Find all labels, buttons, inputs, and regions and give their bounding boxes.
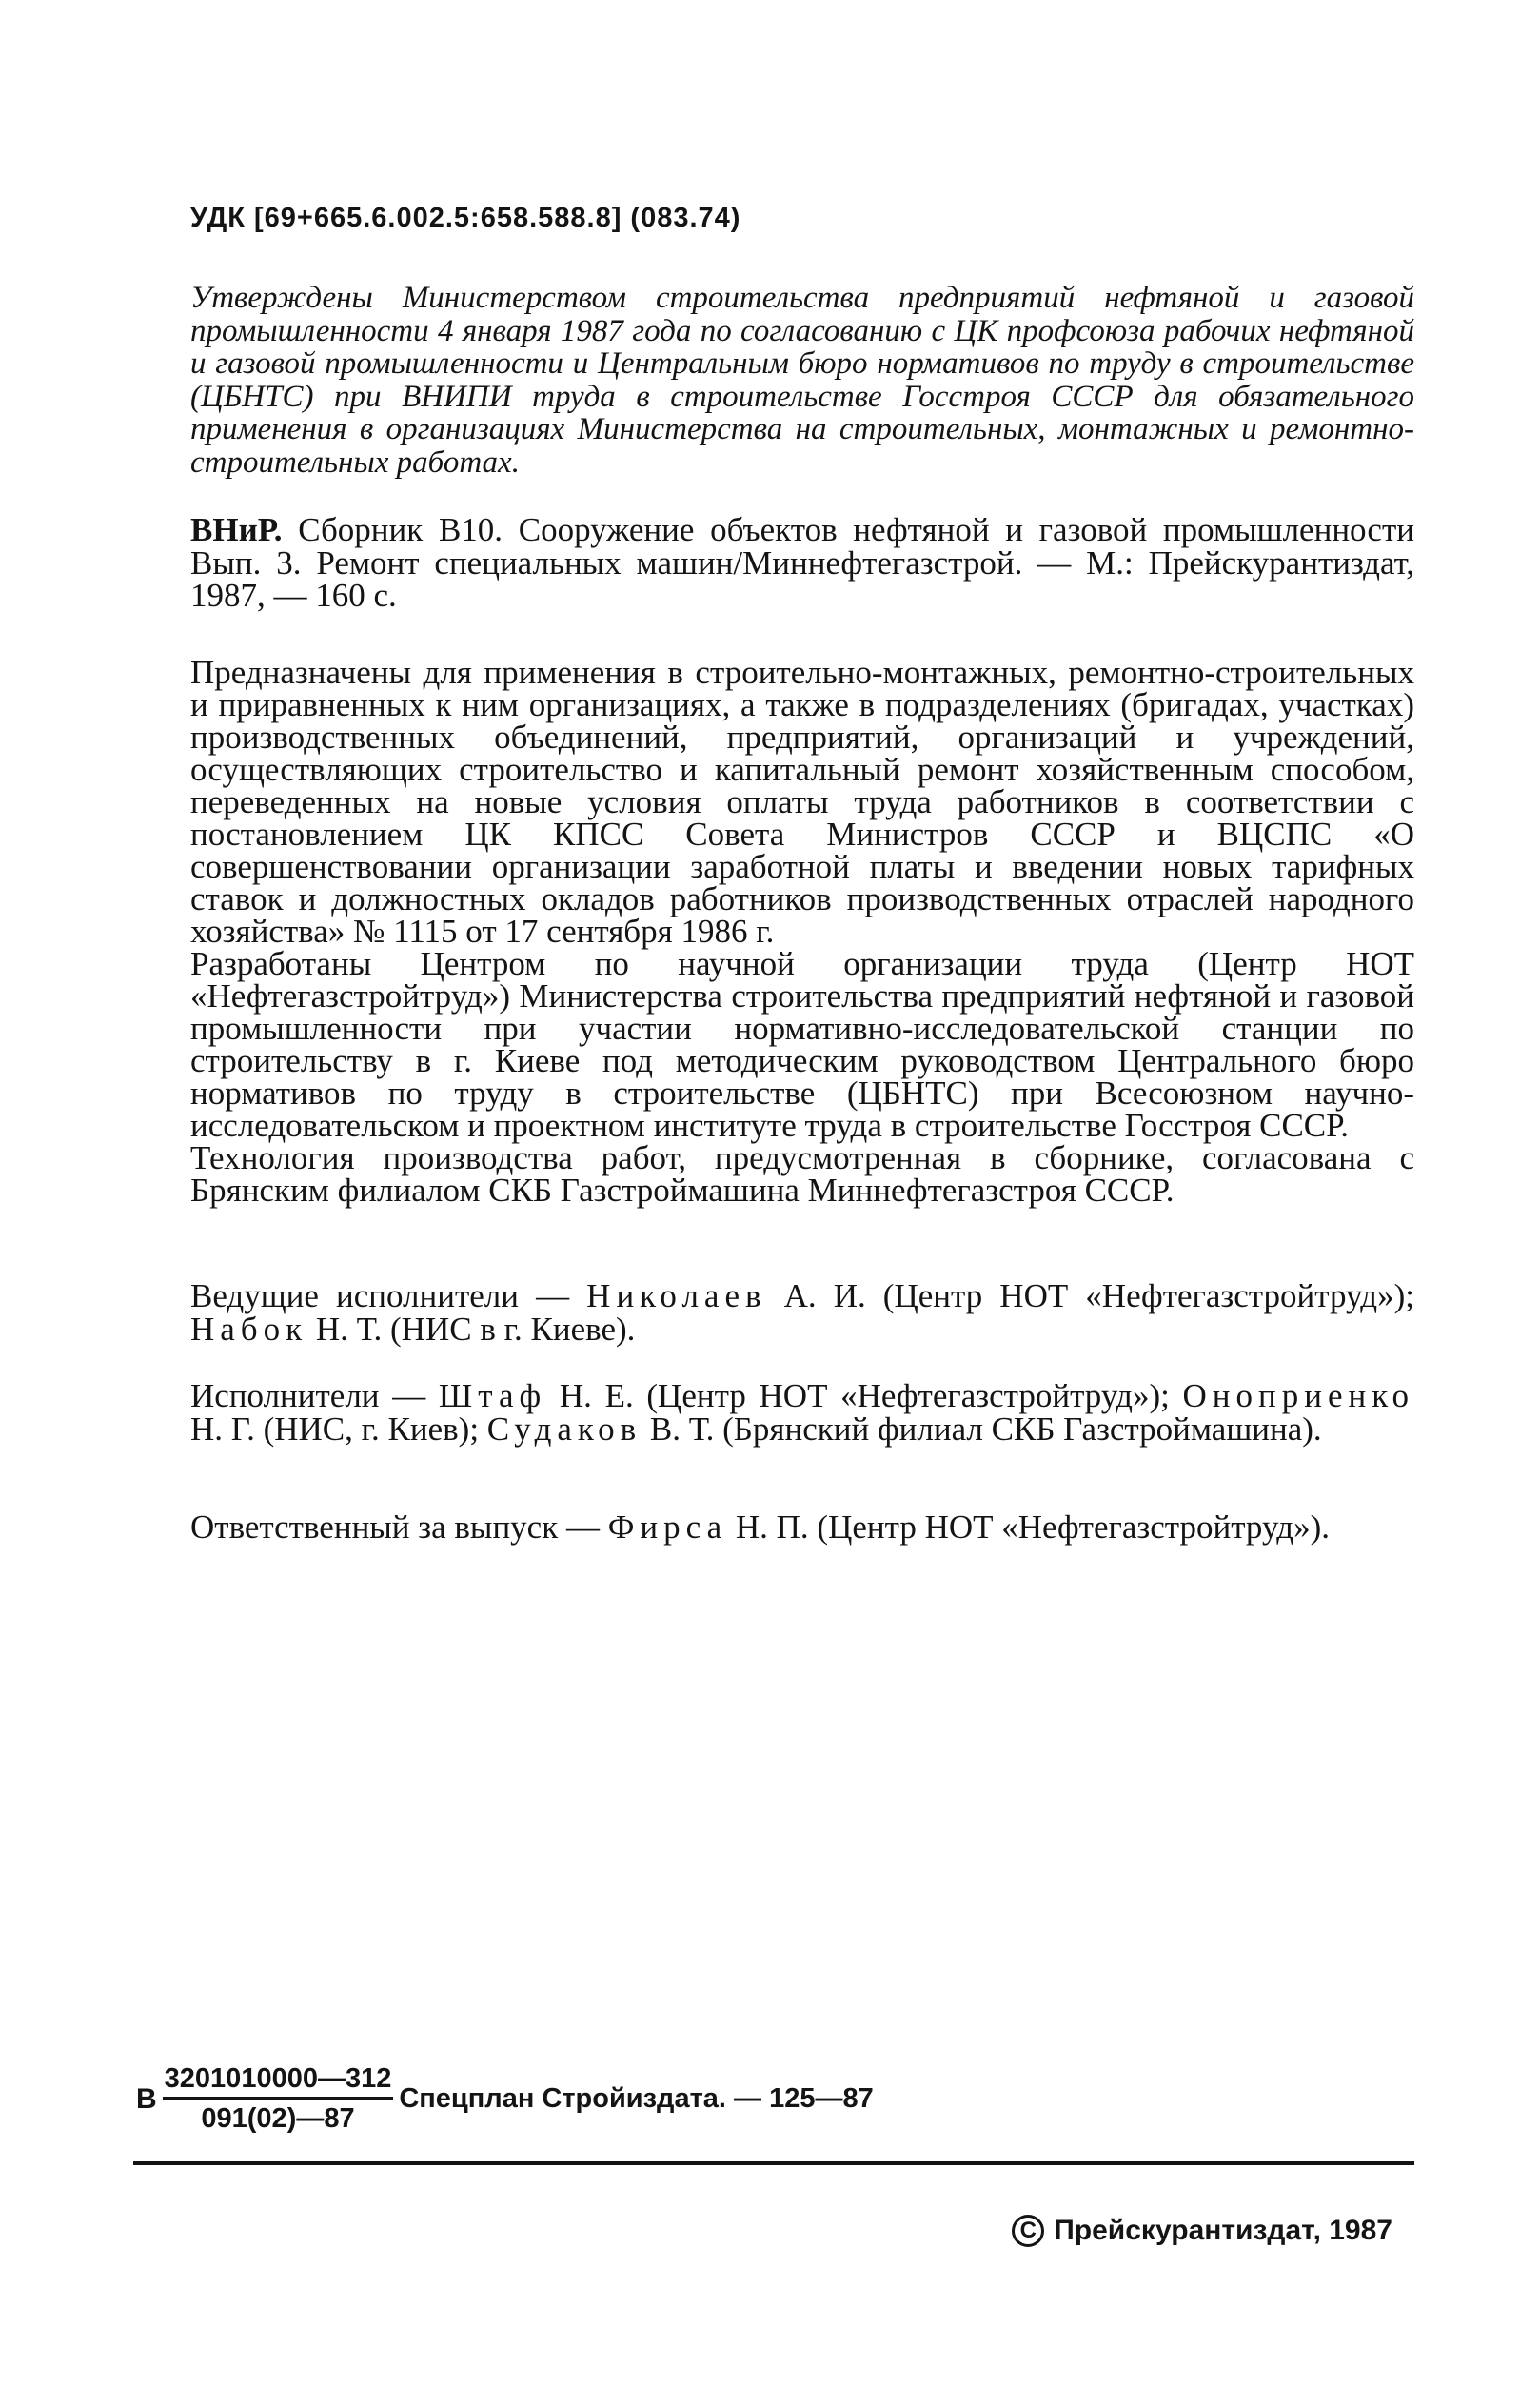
- reference-abbreviation: ВНиР.: [190, 511, 283, 548]
- copyright-icon: C: [1012, 2215, 1044, 2247]
- responsible-editor: [190, 1511, 1414, 1545]
- paragraph-technology: Технология производства работ, предусмотренная в сборнике, согласована с Брянским филиалом СКБ Газстроймашина Миннефтегазстроя СССР.: [190, 1139, 1414, 1209]
- lead-detail-2: Н. Т. (НИС в г. Киеве).: [307, 1310, 636, 1348]
- publication-imprint: [136, 2063, 874, 2135]
- imprint-denominator: 091(02)—87: [201, 2103, 355, 2134]
- imprint-prefix: В: [136, 2082, 157, 2115]
- udk-code: УДК [69+665.6.002.5:658.588.8] (083.74): [190, 203, 741, 233]
- copyright-notice: [1012, 2215, 1392, 2247]
- description-block: [190, 654, 1414, 1209]
- paragraph-developers: Разработаны Центром по научной организации труда (Центр НОТ «Нефтегазстройтруд») Министерства строительства предприятий нефтяной и газовой промышленности при участии нормативно-исследовательской станции по строительству в г. Киеве под методическим руководством Центрального бюро нормативов по труду в строительстве (ЦБНТС) при Всесоюзном научно-исследовательском и проектном институте труда в строительстве Госстроя СССР.: [190, 945, 1414, 1144]
- paragraph-purpose: Предназначены для применения в строительно-монтажных, ремонтно-строительных и приравненных к ним организациях, а также в подразделениях (бригадах, участках) производственных объединений, предприятий, организаций и учреждений, осуществляющих строительство и капитальный ремонт хозяйственным способом, переведенных на новые условия оплаты труда работников в соответствии с постановлением ЦК КПСС Совета Министров СССР и ВЦСПС «О совершенствовании организации заработной платы и введении новых тарифных ставок и должностных окладов работников производственных отраслей народного хозяйства» № 1115 от 17 сентября 1986 г.: [190, 654, 1414, 950]
- reference-text: Сборник В10. Сооружение объектов нефтяной и газовой промышленности Вып. 3. Ремонт специальных машин/Миннефтегазстрой. — М.: Прейскурантиздат, 1987, — 160 с.: [190, 511, 1414, 614]
- imprint-fraction: [163, 2063, 394, 2135]
- performers: [190, 1377, 1414, 1448]
- lead-name-1: Николаев: [586, 1277, 767, 1314]
- lead-detail-1: А. И. (Центр НОТ «Нефтегазстройтруд»);: [766, 1277, 1414, 1314]
- responsible-detail: Н. П. (Центр НОТ «Нефтегазстройтруд»).: [727, 1509, 1330, 1546]
- performer-name-2: Оноприенко: [1182, 1377, 1414, 1414]
- responsible-name: Фирса: [607, 1509, 728, 1546]
- performer-detail-3: В. Т. (Брянский филиал СКБ Газстроймашина).: [642, 1410, 1322, 1448]
- approval-statement: Утверждены Министерством строительства предприятий нефтяной и газовой промышленности 4 января 1987 года по согласованию с ЦК профсоюза рабочих нефтяной и газовой промышленности и Центральным бюро нормативов по труду в строительстве (ЦБНТС) при ВНИПИ труда в строительстве Госстроя СССР для обязательного применения в организациях Министерства на строительных, монтажных и ремонтно-строительных работах.: [190, 281, 1414, 480]
- performer-name-3: Судаков: [486, 1410, 642, 1448]
- performers-label: Исполнители —: [190, 1377, 439, 1414]
- copyright-text: Прейскурантиздат, 1987: [1054, 2215, 1392, 2246]
- performer-detail-1: Н. Е. (Центр НОТ «Нефтегазстройтруд»);: [546, 1377, 1183, 1414]
- divider-rule: [133, 2161, 1414, 2165]
- performer-name-1: Штаф: [438, 1377, 547, 1414]
- imprint-numerator: 3201010000—312: [163, 2063, 394, 2100]
- lead-performers: [190, 1277, 1414, 1348]
- imprint-plan: Спецплан Стройиздата. — 125—87: [399, 2083, 874, 2114]
- responsible-label: Ответственный за выпуск —: [190, 1509, 608, 1546]
- lead-label: Ведущие исполнители —: [190, 1277, 587, 1314]
- lead-name-2: Набок: [190, 1310, 308, 1348]
- performer-detail-2: Н. Г. (НИС, г. Киев);: [190, 1410, 487, 1448]
- bibliographic-reference: [190, 511, 1414, 614]
